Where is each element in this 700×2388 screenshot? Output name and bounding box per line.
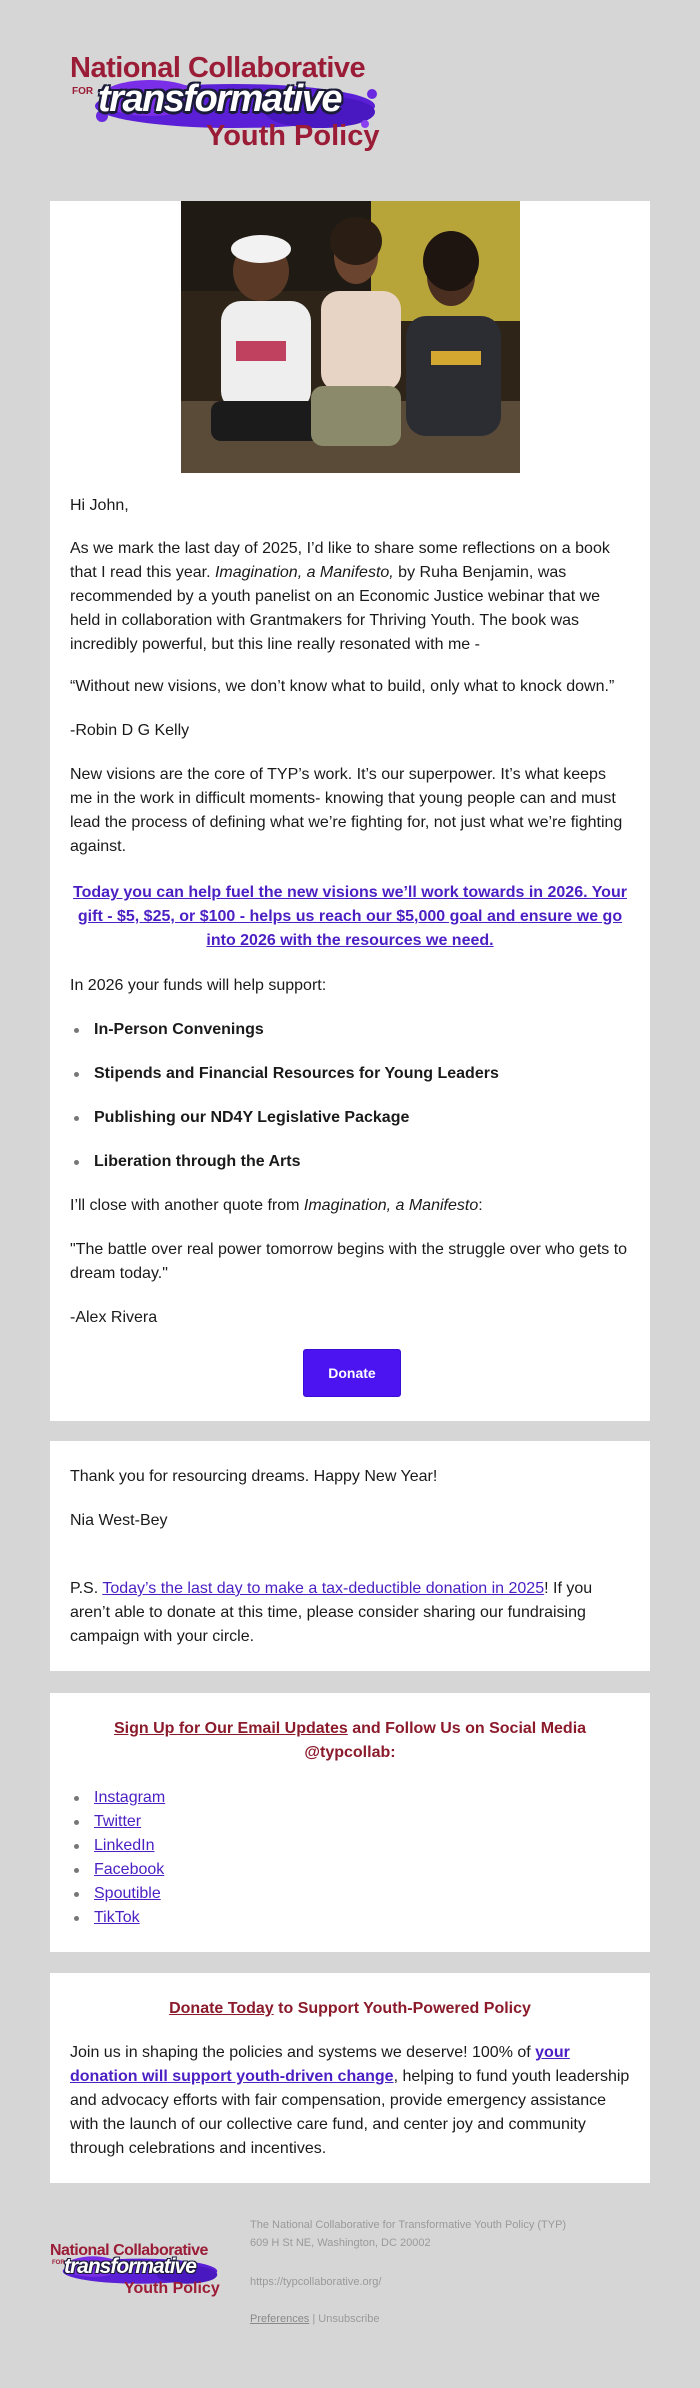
social-card [50, 1693, 650, 1952]
donate-section-card [50, 1973, 650, 2183]
donate-button[interactable]: Donate [303, 1349, 401, 1397]
ps-label: P.S. [70, 1580, 103, 1597]
footer-url[interactable]: https://typcollaborative.org/ [250, 2276, 382, 2288]
social-item-spoutible [94, 1882, 165, 1906]
ps-donate-link[interactable]: Today’s the last day to make a tax-deductible donation in 2025 [102, 1580, 545, 1597]
footer-org: The National Collaborative for Transformative Youth Policy (TYP) [250, 2219, 567, 2231]
intro-text-a: As we mark the last day of 2025, I’d like to share some reflections on a book that I read this year. [70, 540, 610, 581]
footer-address: 609 H St NE, Washington, DC 20002 [250, 2237, 431, 2249]
greeting: Hi John, [70, 497, 129, 514]
logo-line-1: National Collaborative [70, 52, 366, 84]
thanks-card [50, 1441, 650, 1671]
intro-paragraph [70, 537, 630, 657]
vision-paragraph: New visions are the core of TYP’s work. It’s our superpower. It’s what keeps me in the work in difficult moments- knowing that young people can and must lead the process of defining what we’re fighting for, not just what we’re fighting against. [70, 766, 623, 855]
footer-logo-line-1: National Collaborative [50, 2242, 208, 2259]
support-intro: In 2026 your funds will help support: [70, 977, 327, 994]
logo-for: FOR [72, 86, 94, 97]
logo[interactable] [68, 48, 398, 158]
support-item: Publishing our ND4Y Legislative Package [94, 1106, 630, 1130]
social-heading [70, 1717, 630, 1765]
cta-donate-link[interactable]: Today you can help fuel the new visions we’ll work towards in 2026. Your gift - $5, $25, or $100 - helps us reach our $5,000 goal and ensure we go into 2026 with the resources we need. [73, 884, 627, 949]
donate-paragraph [70, 2041, 630, 2161]
social-heading-rest: and Follow Us on Social Media [347, 1720, 587, 1737]
donate-heading-rest: to Support Youth-Powered Policy [273, 2000, 531, 2017]
donate-text-a: Join us in shaping the policies and systems we deserve! 100% of [70, 2044, 536, 2061]
social-list [94, 1786, 165, 1930]
instagram-link[interactable]: Instagram [94, 1789, 166, 1806]
support-list [94, 1018, 630, 1194]
donate-heading [70, 1997, 630, 2021]
logo-line-3: Youth Policy [206, 120, 380, 152]
footer-logo-line-2: transformative [64, 2255, 196, 2278]
preferences-link[interactable]: Preferences [250, 2313, 310, 2325]
twitter-link[interactable]: Twitter [94, 1813, 142, 1830]
closing-text-a: I’ll close with another quote from [70, 1197, 304, 1214]
quote-kelly-author: -Robin D G Kelly [70, 722, 190, 739]
linkedin-link[interactable]: LinkedIn [94, 1837, 155, 1854]
closing-book-title: Imagination, a Manifesto [303, 1197, 479, 1214]
postscript [70, 1577, 630, 1649]
social-item-facebook [94, 1858, 165, 1882]
logo-line-2: transformative [98, 78, 341, 120]
email-signup-link[interactable]: Sign Up for Our Email Updates [113, 1720, 348, 1737]
youth-change-link[interactable]: your donation will support youth-driven change [70, 2044, 570, 2085]
social-handle: @typcollab: [304, 1744, 396, 1761]
footer-logo-line-3: Youth Policy [124, 2280, 220, 2297]
quote-rivera-author: -Alex Rivera [70, 1309, 158, 1326]
unsubscribe-link[interactable]: Unsubscribe [318, 2313, 380, 2325]
footer-logo-for: FOR [52, 2260, 65, 2266]
footer-separator: | [312, 2313, 316, 2325]
closing-intro [70, 1194, 630, 1218]
quote-kelly: “Without new visions, we don’t know what to build, only what to knock down.” [70, 678, 615, 695]
footer-logo[interactable] [48, 2240, 228, 2300]
signature: Nia West-Bey [70, 1512, 168, 1529]
social-item-twitter [94, 1810, 165, 1834]
donate-text-b: , helping to fund youth leadership and advocacy efforts with fair compensation, provide emergency assistance with the launch of our collective care fund, and center joy and community through celebrations and incentives. [70, 2068, 630, 2157]
cta-paragraph [70, 881, 630, 953]
donate-today-link[interactable]: Donate Today [169, 2000, 274, 2017]
main-letter-card [50, 201, 650, 1421]
support-item: Stipends and Financial Resources for Young Leaders [94, 1062, 630, 1086]
team-photo [181, 201, 520, 473]
footer-links [250, 2311, 379, 2328]
social-item-instagram [94, 1786, 165, 1810]
social-item-linkedin [94, 1834, 165, 1858]
intro-text-b: by Ruha Benjamin, was recommended by a youth panelist on an Economic Justice webinar that we held in collaboration with Grantmakers for Thriving Youth. The book was incredibly powerful, but this line really resonated with me - [70, 564, 601, 653]
thanks-line: Thank you for resourcing dreams. Happy New Year! [70, 1468, 438, 1485]
quote-rivera: "The battle over real power tomorrow begins with the struggle over who gets to dream today." [70, 1241, 628, 1282]
team-photo-illustration [181, 201, 520, 473]
ps-rest: ! If you aren’t able to donate at this time, please consider sharing our fundraising campaign with your circle. [70, 1580, 593, 1645]
closing-text-b: : [478, 1197, 483, 1214]
support-item: Liberation through the Arts [94, 1150, 630, 1174]
social-item-tiktok [94, 1906, 165, 1930]
tiktok-link[interactable]: TikTok [94, 1909, 140, 1926]
facebook-link[interactable]: Facebook [94, 1861, 165, 1878]
book-title: Imagination, a Manifesto, [214, 564, 394, 581]
spoutible-link[interactable]: Spoutible [94, 1885, 161, 1902]
support-item: In-Person Convenings [94, 1018, 630, 1042]
